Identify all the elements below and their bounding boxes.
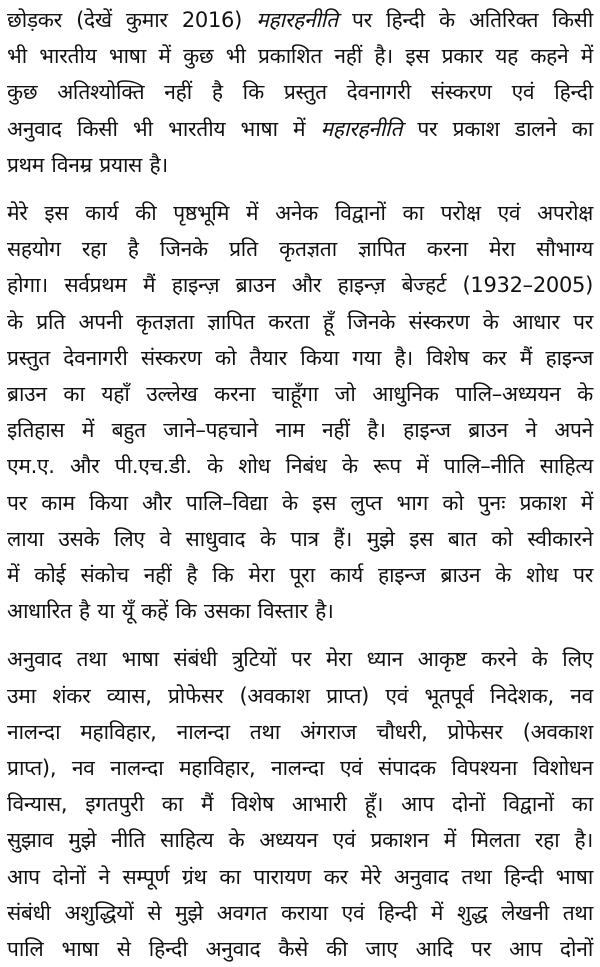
text-line: भी भारतीय भाषा में कुछ भी प्रकाशित नहीं है। इस प्रकार यह कहने में: [7, 44, 593, 69]
text-line: मेरे इस कार्य की पृष्ठभूमि में अनेक विद्वानों का परोक्ष एवं अपरोक्ष: [7, 201, 593, 226]
text-line: प्रस्तुत देवनागरी संस्करण को तैयार किया गया है। विशेष कर मैं हाइन्ज: [7, 345, 593, 370]
text-line: कुछ अतिश्योक्ति नहीं है कि प्रस्तुत देवनागरी संस्करण एवं हिन्दी: [7, 80, 593, 105]
text-line: लाया उसके लिए वे साधुवाद के पात्र हैं। मुझे इस बात को स्वीकारने: [7, 526, 593, 551]
text-line: पालि भाषा से हिन्दी अनुवाद कैसे की जाए आदि पर आप दोनों: [7, 937, 593, 962]
text-line: इतिहास में बहुत जाने–पहचाने नाम नहीं है। हाइन्ज ब्राउन ने अपने: [7, 418, 593, 443]
text-line: अनुवाद तथा भाषा संबंधी त्रुटियों पर मेरा ध्यान आकृष्ट करने के लिए: [7, 647, 593, 672]
text-line: संबंधी अशुद्धियों से मुझे अवगत कराया एवं हिन्दी में शुद्ध लेखनी तथा: [7, 900, 593, 925]
text-line: पर काम किया और पालि–विद्या के इस लुप्त भाग को पुनः प्रकाश में: [7, 490, 593, 515]
paragraph-1: [7, 2, 593, 183]
text-line: सहयोग रहा है जिनके प्रति कृतज्ञता ज्ञापित करना मेरा सौभाग्य: [7, 237, 593, 262]
text-line: ब्राउन का यहाँ उल्लेख करना चाहूँगा जो आधुनिक पालि–अध्ययन के: [7, 382, 593, 407]
text-line: के प्रति अपनी कृतज्ञता ज्ञापित करता हूँ जिनके संस्करण के आधार पर: [7, 309, 593, 334]
text-line: छोड़कर (देखें कुमार 2016) महारहनीति पर हिन्दी के अतिरिक्त किसी: [7, 8, 593, 32]
paragraph-3: [7, 641, 593, 967]
italic-title: महारहनीति: [256, 8, 338, 32]
paragraph-2: [7, 195, 593, 629]
text-line: प्रथम विनम्र प्रयास है।: [7, 152, 168, 177]
text-line: नालन्दा महाविहार, नालन्दा तथा अंगराज चौधरी, प्रोफेसर (अवकाश: [7, 719, 593, 744]
text-line: अनुवाद किसी भी भारतीय भाषा में महारहनीति पर प्रकाश डालने का: [7, 116, 593, 141]
text-line: आप दोनों ने सम्पूर्ण ग्रंथ का पारायण कर मेरे अनुवाद तथा हिन्दी भाषा: [7, 864, 593, 889]
text-line: प्राप्त), नव नालन्दा महाविहार, नालन्दा एवं संपादक विपश्यना विशोधन: [7, 756, 593, 781]
text-line: सुझाव मुझे नीति साहित्य के अध्ययन एवं प्रकाशन में मिलता रहा है।: [7, 828, 593, 853]
text-line: एम.ए. और पी.एच.डी. के शोध निबंध के रूप में पालि–नीति साहित्य: [7, 454, 593, 479]
text-line: विन्यास, इगतपुरी का मैं विशेष आभारी हूँ। आप दोनों विद्वानों का: [7, 792, 593, 817]
italic-title: महारहनीति: [320, 116, 403, 141]
text-line: में कोई संकोच नहीं है कि मेरा पूरा कार्य हाइन्ज ब्राउन के शोध पर: [7, 563, 593, 588]
text-line: उमा शंकर व्यास, प्रोफेसर (अवकाश प्राप्त) एवं भूतपूर्व निदेशक, नव: [7, 683, 593, 708]
text-line: आधारित है या यूँ कहें कि उसका विस्तार है।: [7, 599, 334, 624]
text-line: होगा। सर्वप्रथम मैं हाइन्ज़ ब्राउन और हाइन्ज़ बेज्हर्ट (1932–2005): [7, 273, 593, 298]
